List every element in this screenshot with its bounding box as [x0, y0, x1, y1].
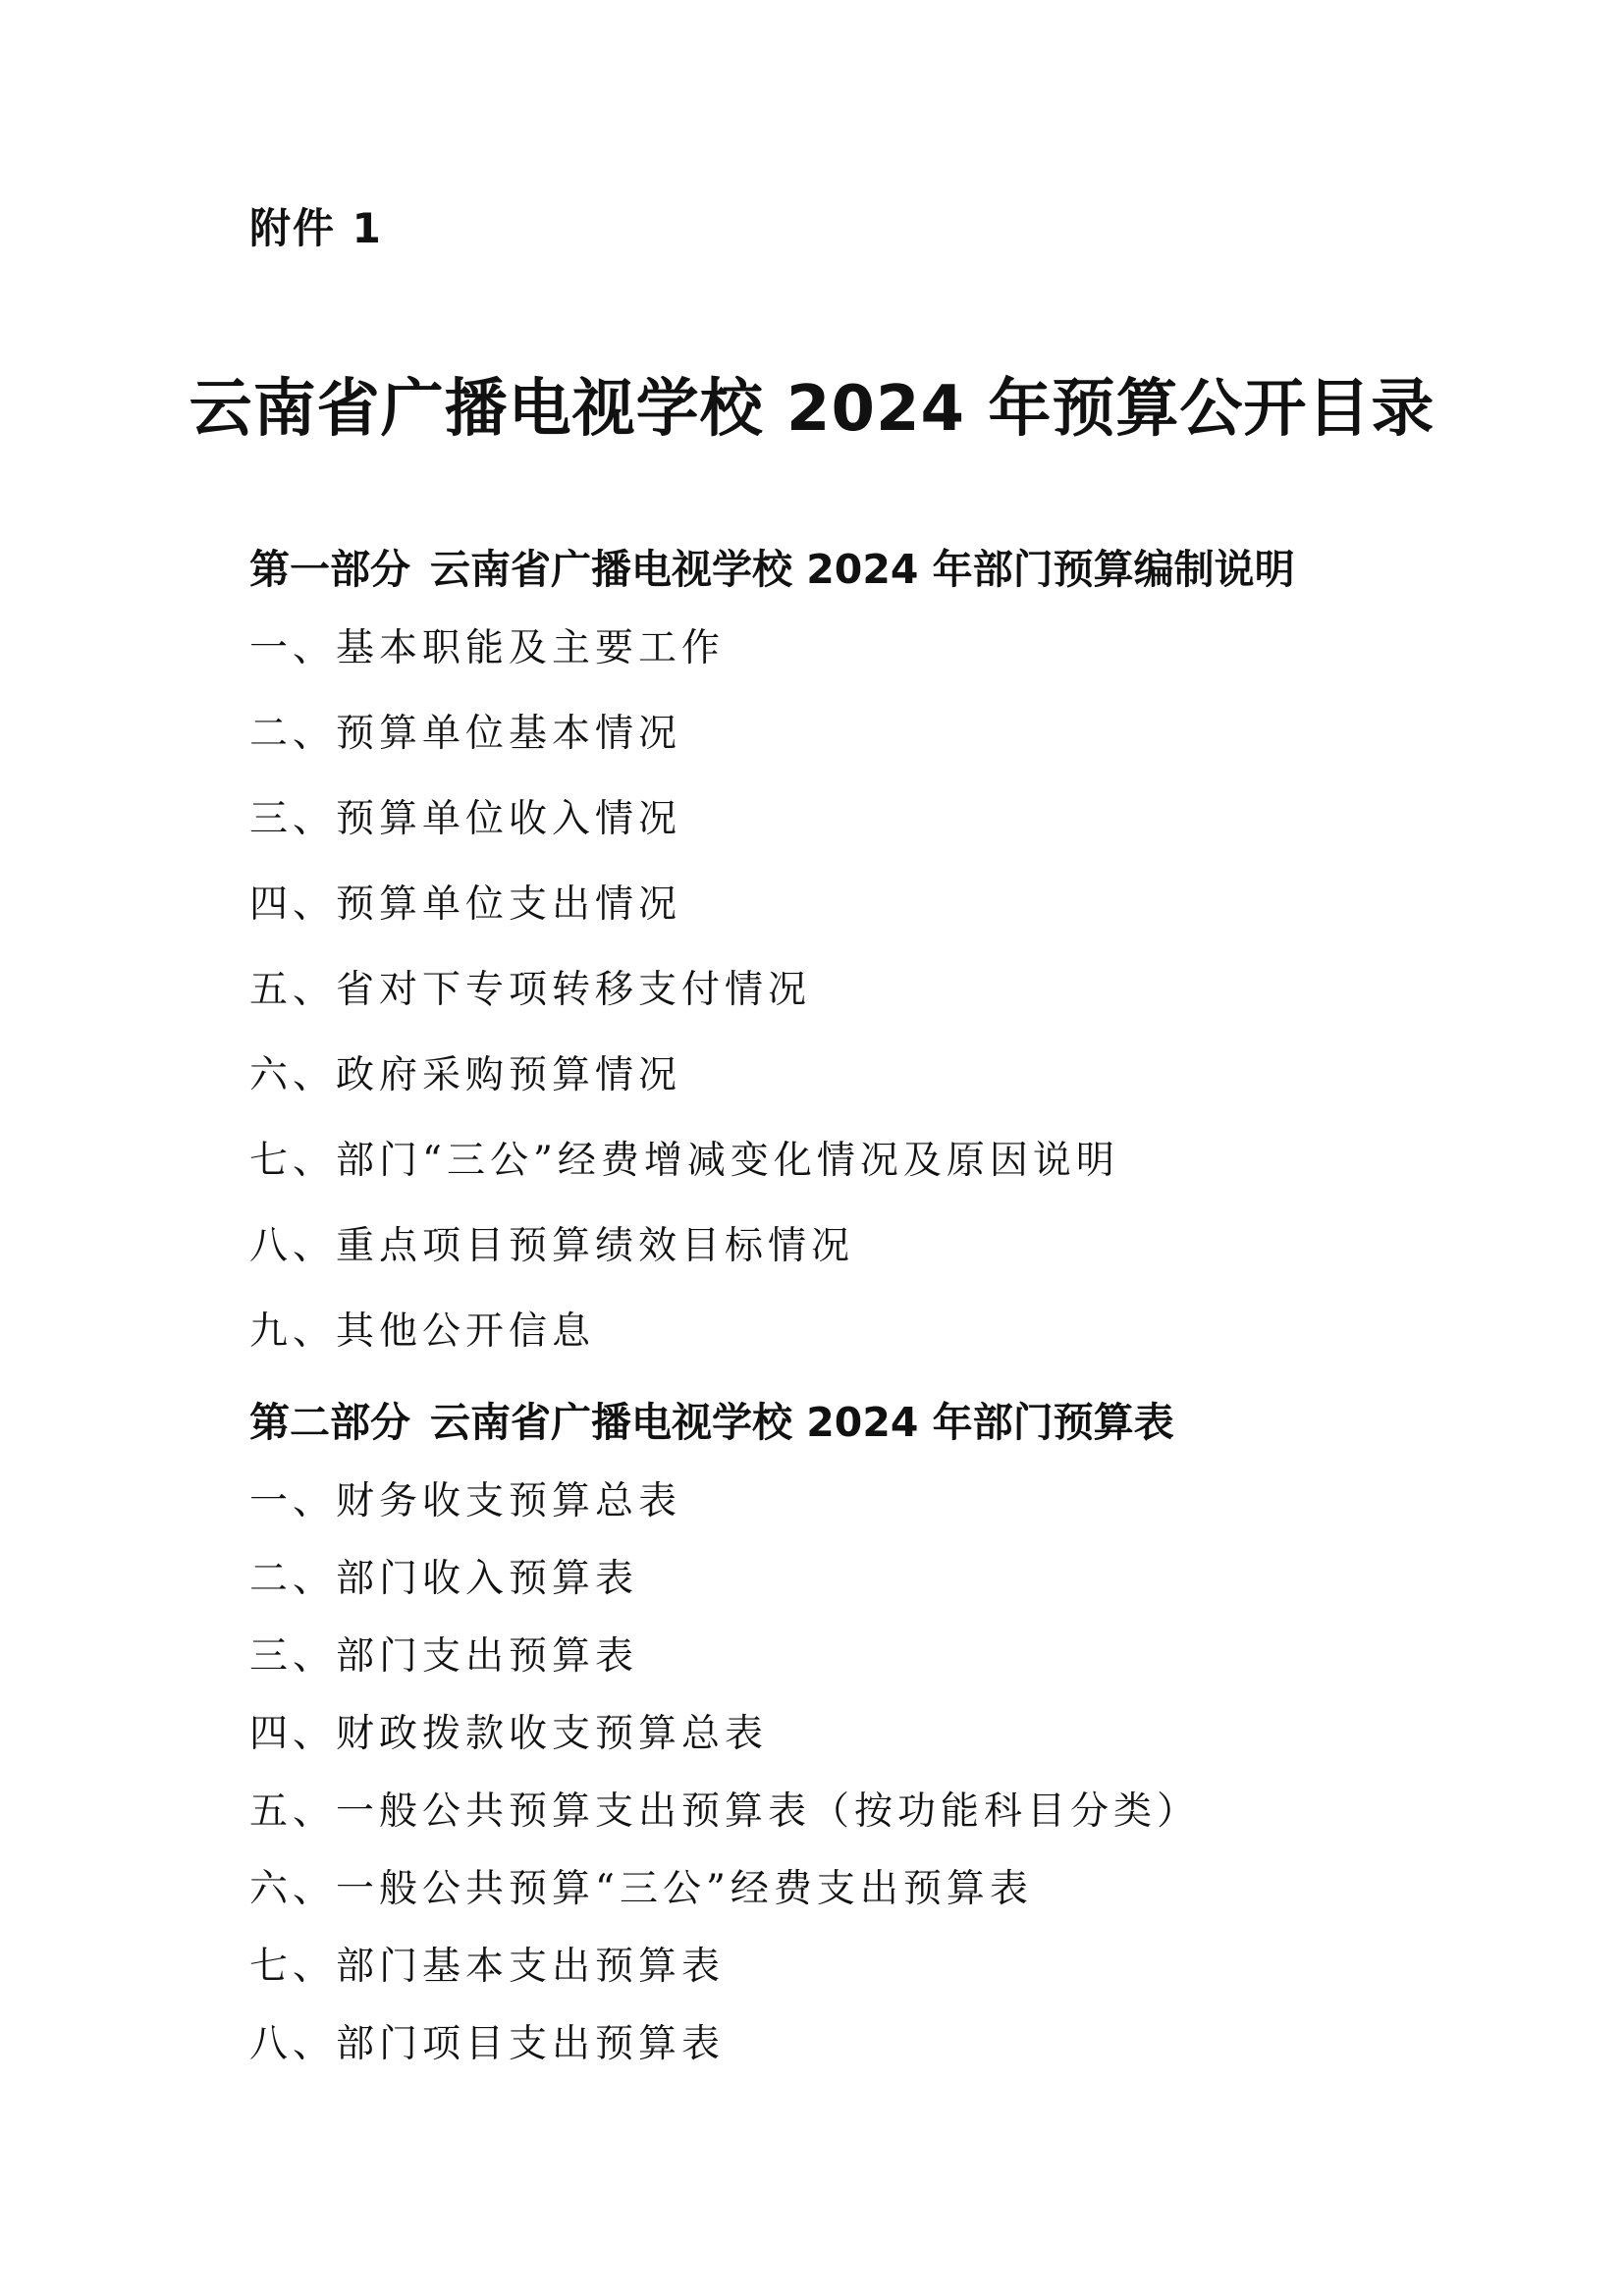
part1-item-5: 五、省对下专项转移支付情况 — [249, 968, 812, 1012]
part1-item-6: 六、政府采购预算情况 — [249, 1053, 682, 1097]
part1-item-1: 一、基本职能及主要工作 — [249, 626, 726, 670]
part2-item-6: 六、一般公共预算“三公”经费支出预算表 — [249, 1867, 1033, 1911]
part1-heading — [249, 546, 1295, 593]
page-title: 云南省广播电视学校 2024 年预算公开目录 — [189, 373, 1435, 446]
part1-label: 第一部分 — [249, 546, 410, 593]
part2-heading — [249, 1399, 1174, 1446]
part2-label: 第二部分 — [249, 1399, 410, 1446]
part2-item-1: 一、财务收支预算总表 — [249, 1479, 682, 1523]
part1-item-4: 四、预算单位支出情况 — [249, 882, 682, 927]
part1-item-8: 八、重点项目预算绩效目标情况 — [249, 1224, 855, 1268]
part2-heading-text: 云南省广播电视学校 2024 年部门预算表 — [430, 1399, 1174, 1446]
attachment-label: 附件 1 — [249, 204, 383, 252]
part1-item-7: 七、部门“三公”经费增减变化情况及原因说明 — [249, 1139, 1119, 1183]
part2-item-3: 三、部门支出预算表 — [249, 1634, 639, 1679]
part1-item-9: 九、其他公开信息 — [249, 1309, 596, 1354]
part2-item-8: 八、部门项目支出预算表 — [249, 2022, 726, 2066]
part2-item-4: 四、财政拨款收支预算总表 — [249, 1712, 769, 1756]
part2-item-2: 二、部门收入预算表 — [249, 1557, 639, 1601]
part1-item-2: 二、预算单位基本情况 — [249, 712, 682, 756]
part2-item-7: 七、部门基本支出预算表 — [249, 1945, 726, 1989]
part1-item-3: 三、预算单位收入情况 — [249, 797, 682, 841]
part2-item-5: 五、一般公共预算支出预算表（按功能科目分类） — [249, 1789, 1201, 1834]
part1-heading-text: 云南省广播电视学校 2024 年部门预算编制说明 — [430, 546, 1295, 593]
